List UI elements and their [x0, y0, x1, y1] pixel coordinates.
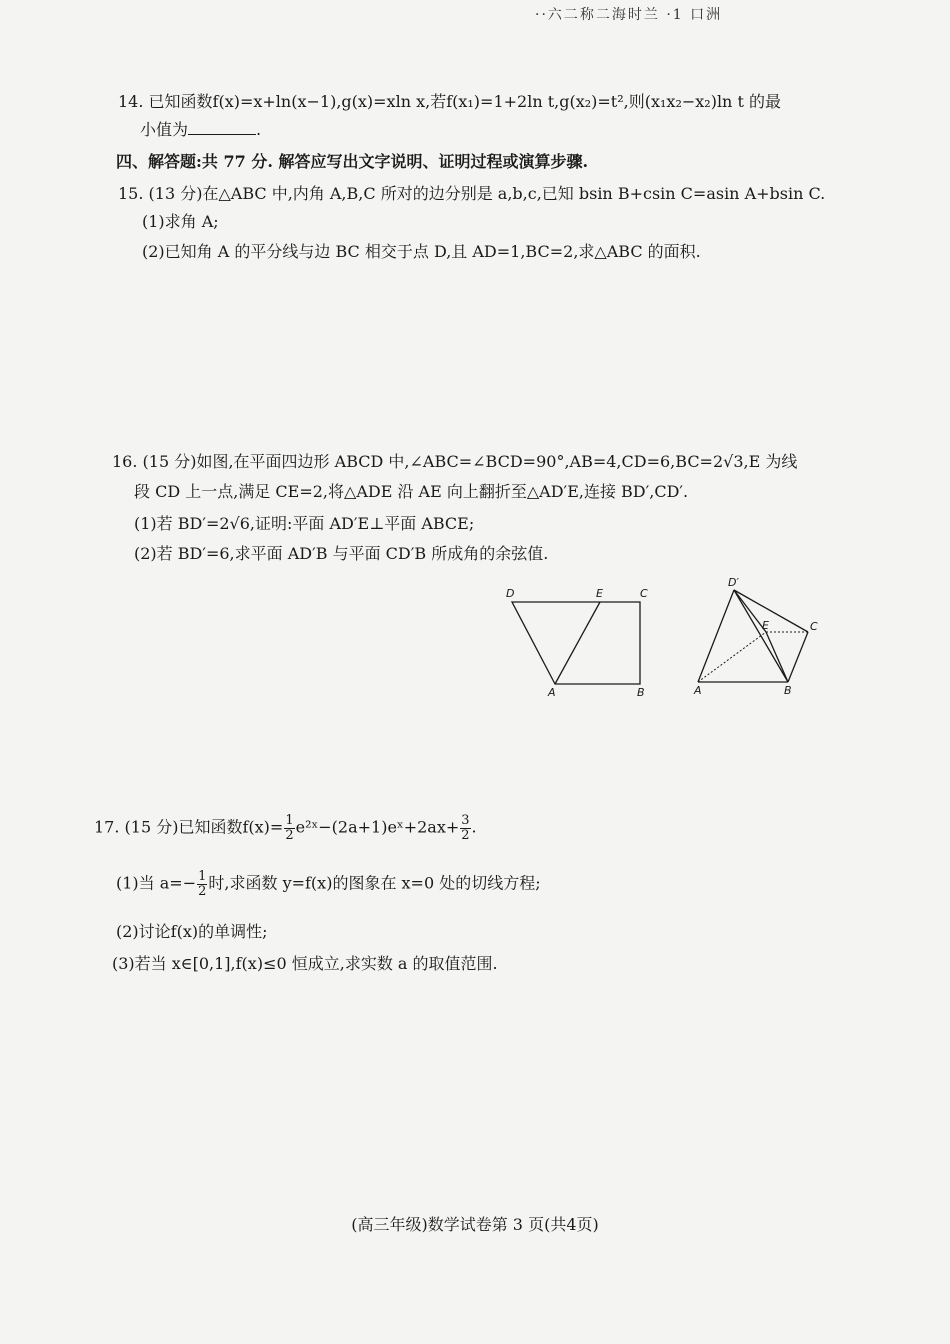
- label-a: A: [548, 686, 556, 699]
- q14-line1: 14. 已知函数f(x)=x+ln(x−1),g(x)=xln x,若f(x₁)=1+2ln t,g(x₂)=t²,则(x₁x₂−x₂)ln t 的最: [118, 92, 781, 111]
- section-title: 四、解答题:共 77 分. 解答应写出文字说明、证明过程或演算步骤.: [116, 152, 589, 171]
- label-a2: A: [694, 684, 702, 697]
- frac-num: 1: [198, 869, 207, 884]
- edge-e-b: [766, 632, 788, 682]
- q15-stem: 15. (13 分)在△ABC 中,内角 A,B,C 所对的边分别是 a,b,c,已知 bsin B+csin C=asin A+bsin C.: [118, 184, 826, 203]
- q17-part2: (2)讨论f(x)的单调性;: [116, 922, 268, 941]
- edge-d-c: [734, 590, 808, 632]
- q17-expression: e²ˣ−(2a+1)eˣ+2ax+: [295, 817, 460, 837]
- frac-den: 2: [285, 827, 294, 843]
- label-d-prime: D′: [728, 576, 739, 589]
- q17-part1-prefix: (1)当 a=−: [116, 873, 197, 893]
- quad-abcd: [512, 602, 640, 684]
- q16-part2: (2)若 BD′=6,求平面 AD′B 与平面 CD′B 所成角的余弦值.: [134, 544, 549, 563]
- label-e: E: [596, 587, 603, 600]
- q15-part1: (1)求角 A;: [142, 212, 219, 231]
- segment-ae: [555, 602, 600, 684]
- answer-blank: [188, 120, 256, 135]
- q17-stem: 17. (15 分)已知函数f(x)= $\frac{1}{2}$ e²ˣ−(2a+1)eˣ+2ax+ $\frac{3}{2}$ .: [94, 813, 477, 843]
- q16-part1: (1)若 BD′=2√6,证明:平面 AD′E⊥平面 ABCE;: [134, 514, 475, 533]
- frac-num: 1: [285, 813, 294, 828]
- label-e2: E: [762, 619, 769, 632]
- figure-plane-quadrilateral: [500, 580, 660, 700]
- fraction-one-half: [197, 870, 207, 898]
- frac-num: 3: [461, 813, 470, 828]
- q14-line2-text: 小值为: [140, 120, 189, 139]
- q17-part1: [116, 870, 541, 898]
- q14-line2: 小值为 .: [140, 120, 262, 139]
- edge-b-c: [788, 632, 808, 682]
- label-d: D: [506, 587, 515, 600]
- edge-d-b: [734, 590, 788, 682]
- label-b: B: [637, 686, 645, 699]
- frac-den: 2: [198, 883, 207, 899]
- label-b2: B: [784, 684, 792, 697]
- fraction-one-half: [284, 814, 294, 842]
- q17-part3: (3)若当 x∈[0,1],f(x)≤0 恒成立,求实数 a 的取值范围.: [112, 954, 498, 973]
- header-fragment: ··六二称二海时兰 ·1 口洲: [535, 7, 723, 23]
- edge-d-a: [698, 590, 734, 682]
- q16-line1: 16. (15 分)如图,在平面四边形 ABCD 中,∠ABC=∠BCD=90°,AB=4,CD=6,BC=2√3,E 为线: [112, 452, 798, 471]
- q17-part1-suffix: 时,求函数 y=f(x)的图象在 x=0 处的切线方程;: [208, 873, 541, 893]
- frac-den: 2: [461, 827, 470, 843]
- figure-folded-solid: [690, 574, 830, 704]
- q17-stem-prefix: 17. (15 分)已知函数f(x)=: [94, 817, 284, 837]
- q16-line2: 段 CD 上一点,满足 CE=2,将△ADE 沿 AE 向上翻折至△AD′E,连接 BD′,CD′.: [134, 482, 689, 501]
- q15-part2: (2)已知角 A 的平分线与边 BC 相交于点 D,且 AD=1,BC=2,求△ABC 的面积.: [142, 242, 701, 261]
- fraction-three-halves: [460, 814, 470, 842]
- label-c2: C: [810, 620, 818, 633]
- label-c: C: [640, 587, 648, 600]
- page-footer: (高三年级)数学试卷第 3 页(共4页): [351, 1215, 599, 1234]
